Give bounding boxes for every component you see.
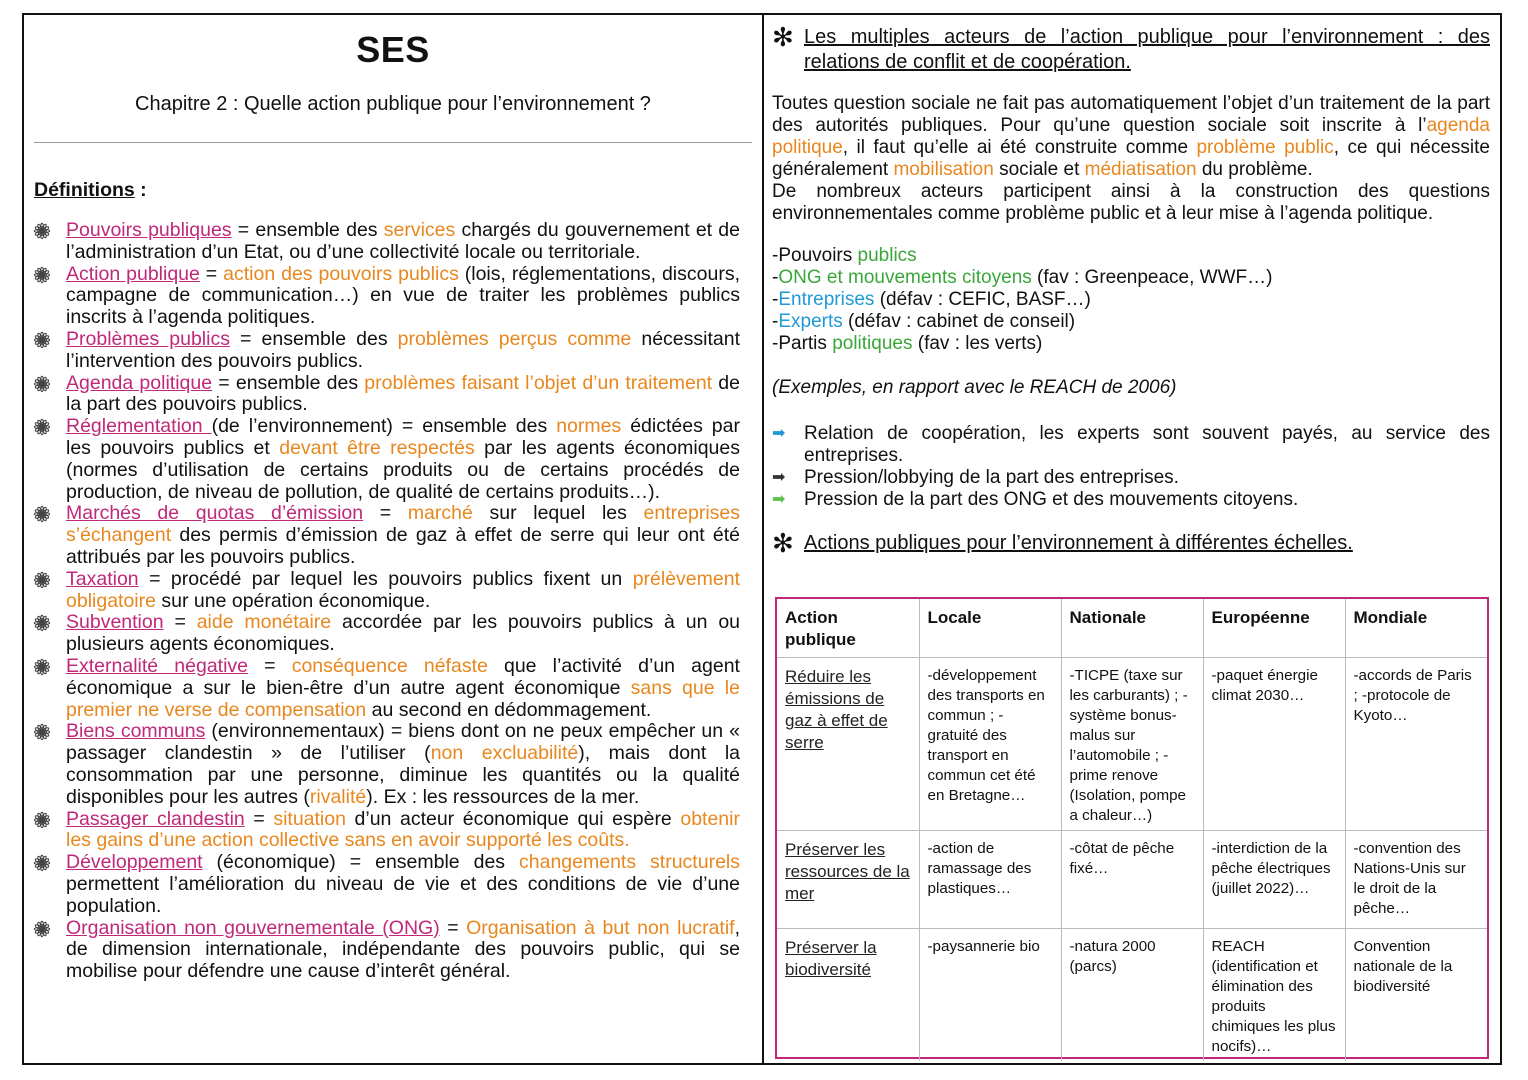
definition-item xyxy=(66,721,740,808)
body-text: (défav : CEFIC, BASF…) xyxy=(874,289,1091,310)
highlight-text: entreprises s’échangent xyxy=(66,502,740,547)
section-heading-scales xyxy=(772,528,1490,558)
highlight-text: problèmes perçus comme xyxy=(397,327,632,350)
highlight-text: devant être respectés xyxy=(279,436,475,459)
body-text: = xyxy=(244,807,274,830)
asterisk-icon: ✻ xyxy=(772,22,794,52)
highlight-text: publics xyxy=(857,245,917,266)
body-text: que l’activité d’un agent économique a sur le bien-être d’un autre agent économique xyxy=(66,654,740,699)
flower-bullet-icon xyxy=(33,505,51,523)
arrow-right-icon: ➡ xyxy=(772,491,786,508)
body-text: -Partis xyxy=(772,333,833,354)
body-text: (lois, réglementations, discours, campagne de communication…) en vue de traiter les problèmes publics inscrits à l’agenda politiques. xyxy=(66,262,740,329)
body-text: permettent l’amélioration du niveau de vie et des conditions de vie d’une population. xyxy=(66,872,740,917)
table-cell: -TICPE (taxe sur les carburants) ; -système bonus-malus sur l’automobile ; -prime renove (Isolation, pompe a chaleur…) xyxy=(1061,658,1203,831)
asterisk-icon: ✻ xyxy=(772,528,794,558)
section-heading-actors xyxy=(772,22,1490,75)
table-header-cell: Européenne xyxy=(1203,599,1345,658)
relation-item xyxy=(772,423,1490,467)
table-cell: -développement des transports en commun ; -gratuité des transport en commun cet été en Bretagne… xyxy=(919,658,1061,831)
definition-item xyxy=(66,656,740,721)
body-text: (fav : Greenpeace, WWF…) xyxy=(1031,267,1273,288)
intro-paragraph xyxy=(772,93,1490,225)
flower-bullet-icon xyxy=(33,331,51,349)
body-text: sur lequel les xyxy=(472,502,644,525)
flower-bullet-icon xyxy=(33,920,51,938)
highlight-text: services xyxy=(383,219,456,241)
table-row xyxy=(777,831,1487,929)
highlight-text: non excluabilité xyxy=(430,742,579,765)
body-text: par les agents économiques (normes d’utilisation de certains produits ou de certains procédés de production, de niveau de pollution, de qualité de certains produits…). xyxy=(66,436,740,503)
body-text: = xyxy=(163,611,197,634)
body-text: d’un acteur économique qui espère xyxy=(345,807,681,830)
highlight-text: prélèvement obligatoire xyxy=(66,567,740,612)
body-text: de la part des pouvoirs publics. xyxy=(66,371,740,416)
actor-item xyxy=(772,267,1490,289)
body-text: (économique) = ensemble des xyxy=(202,851,520,874)
highlight-text: conséquence néfaste xyxy=(291,654,488,677)
body-text: accordée par les pouvoirs publics à un ou plusieurs agents économiques. xyxy=(66,611,741,656)
definition-item xyxy=(66,918,740,983)
table-header-cell: Mondiale xyxy=(1345,599,1487,658)
body-text: = ensemble des xyxy=(212,371,365,394)
table-row-heading: Préserver la biodiversité xyxy=(777,929,919,1062)
highlight-text: mobilisation xyxy=(893,159,994,180)
table-row xyxy=(777,658,1487,831)
body-text: = xyxy=(363,502,408,525)
actions-table xyxy=(777,599,1487,1061)
relation-text: Pression/lobbying de la part des entreprises. xyxy=(804,467,1179,488)
definition-item xyxy=(66,612,740,656)
term-text: Agenda politique xyxy=(66,371,213,394)
body-text: sociale et xyxy=(993,159,1085,180)
definitions-heading: Définitions xyxy=(34,179,135,201)
highlight-text: problème public xyxy=(1196,137,1334,158)
table-body xyxy=(777,658,1487,1062)
chapter-subtitle: Chapitre 2 : Quelle action publique pour l’environnement ? xyxy=(135,93,651,115)
table-row-heading: Réduire les émissions de gaz à effet de serre xyxy=(777,658,919,831)
actor-item xyxy=(772,333,1490,355)
definitions-heading-wrap xyxy=(34,179,762,202)
body-text: sur une opération économique. xyxy=(155,589,431,612)
actor-item xyxy=(772,289,1490,311)
highlight-text: politiques xyxy=(832,333,913,354)
term-text: Subvention xyxy=(66,611,164,634)
highlight-text: Organisation à but non lucratif xyxy=(466,916,735,939)
table-cell: -côtat de pêche fixé… xyxy=(1061,831,1203,929)
body-text: = ensemble des xyxy=(229,327,398,350)
table-header-row xyxy=(777,599,1487,658)
term-text: Pouvoirs publiques xyxy=(66,219,232,241)
body-text: (défav : cabinet de conseil) xyxy=(842,311,1076,332)
definition-item xyxy=(66,416,740,503)
table-cell: -accords de Paris ; -protocole de Kyoto… xyxy=(1345,658,1487,831)
body-text: - xyxy=(772,267,779,288)
definition-item xyxy=(66,569,740,613)
term-text: Organisation non gouvernementale (ONG) xyxy=(66,916,440,939)
relation-item xyxy=(772,489,1490,511)
body-text: = ensemble des xyxy=(231,219,384,241)
table-header-cell: Nationale xyxy=(1061,599,1203,658)
body-text: = procédé par lequel les pouvoirs publics fixent un xyxy=(138,567,633,590)
term-text: Action publique xyxy=(66,262,200,285)
definition-item xyxy=(66,852,740,917)
highlight-text: médiatisation xyxy=(1084,159,1197,180)
highlight-text: changements structurels xyxy=(519,851,740,874)
highlight-text: Experts xyxy=(778,311,843,332)
body-text: = xyxy=(439,916,467,939)
body-text: (fav : les verts) xyxy=(912,333,1043,354)
table-row-heading: Préserver les ressources de la mer xyxy=(777,831,919,929)
body-text: - xyxy=(772,311,779,332)
highlight-text: obtenir les gains d’une action collective sans en avoir supporté les coûts. xyxy=(66,807,740,852)
term-text: Externalité négative xyxy=(66,654,249,677)
term-text: Biens communs xyxy=(66,720,206,743)
highlight-text: situation xyxy=(273,807,346,830)
highlight-text: ONG et mouvements citoyens xyxy=(778,267,1032,288)
body-text: = xyxy=(199,262,224,285)
body-text: édictées par les pouvoirs publics et xyxy=(66,415,740,459)
flower-bullet-icon xyxy=(33,614,51,632)
table-cell: -action de ramassage des plastiques… xyxy=(919,831,1061,929)
flower-bullet-icon xyxy=(33,266,51,284)
relation-text: Pression de la part des ONG et des mouvements citoyens. xyxy=(804,489,1299,510)
definition-item xyxy=(66,329,740,373)
table-cell: -paysannerie bio xyxy=(919,929,1061,1062)
body-text: (environnementaux) = biens dont on ne peux empêcher un « passager clandestin » de l’utiliser ( xyxy=(66,720,740,765)
flower-bullet-icon xyxy=(33,723,51,741)
body-text: Toutes question sociale ne fait pas automatiquement l’objet d’un traitement de la part des autorités publiques. Pour qu’une question sociale soit inscrite à l’ xyxy=(772,93,1490,136)
arrow-right-icon: ➡ xyxy=(772,425,786,442)
highlight-text: sans que le premier ne verse de compensation xyxy=(66,676,740,721)
actor-item xyxy=(772,311,1490,333)
highlight-text: problèmes faisant l’objet d’un traitement xyxy=(364,371,713,394)
body-text: -Pouvoirs xyxy=(772,245,858,266)
body-text: au second en dédommagement. xyxy=(366,698,652,721)
body-text: , ce qui nécessite généralement xyxy=(772,137,1490,180)
definition-item xyxy=(66,264,740,329)
highlight-text: action des pouvoirs publics xyxy=(223,262,459,285)
flower-bullet-icon xyxy=(33,418,51,436)
highlight-text: aide monétaire xyxy=(196,611,332,634)
body-text: De nombreux acteurs participent ainsi à la construction des questions environnementales comme problème public et à leur mise à l’agenda politique. xyxy=(772,181,1490,224)
table-header-cell: Action publique xyxy=(777,599,919,658)
divider xyxy=(34,142,752,143)
body-text: , il faut qu’elle ai été construite comme xyxy=(842,137,1197,158)
table-cell: Convention nationale de la biodiversité xyxy=(1345,929,1487,1062)
highlight-text: Entreprises xyxy=(778,289,875,310)
table-cell: -natura 2000 (parcs) xyxy=(1061,929,1203,1062)
flower-bullet-icon xyxy=(33,571,51,589)
example-note: (Exemples, en rapport avec le REACH de 2006) xyxy=(772,377,1177,398)
relation-text: Relation de coopération, les experts sont souvent payés, au service des entreprises. xyxy=(804,423,1490,466)
body-text: (de l’environnement) = ensemble des xyxy=(211,415,557,438)
actors-list xyxy=(772,245,1490,355)
definition-item xyxy=(66,373,740,417)
term-text: Développement xyxy=(66,851,203,874)
term-text: Taxation xyxy=(66,567,139,590)
definitions-list xyxy=(24,220,762,983)
arrow-right-icon: ➡ xyxy=(772,469,786,486)
table-cell: REACH (identification et élimination des produits chimiques les plus nocifs)… xyxy=(1203,929,1345,1062)
body-text: - xyxy=(772,289,779,310)
flower-bullet-icon xyxy=(33,658,51,676)
section-heading-actors-text: Les multiples acteurs de l’action publique pour l’environnement : des relations de conflit et de coopération. xyxy=(804,26,1490,73)
term-text: Marchés de quotas d’émission xyxy=(66,502,364,525)
table-row xyxy=(777,929,1487,1062)
flower-bullet-icon xyxy=(33,375,51,393)
flower-bullet-icon xyxy=(33,811,51,829)
body-text: ). Ex : les ressources de la mer. xyxy=(366,785,640,808)
body-text: du problème. xyxy=(1196,159,1313,180)
section-heading-scales-text: Actions publiques pour l’environnement à différentes échelles. xyxy=(804,532,1353,554)
page-title: SES xyxy=(356,29,430,70)
term-text: Passager clandestin xyxy=(66,807,245,830)
flower-bullet-icon xyxy=(33,222,51,240)
relations-list xyxy=(772,423,1490,511)
body-text: des permis d’émission de gaz à effet de serre qui leur ont été attribués par les pouvoirs publics. xyxy=(66,524,740,568)
term-text: Réglementation xyxy=(66,415,212,438)
highlight-text: normes xyxy=(556,415,622,438)
body-text: ), mais dont la consommation par une personne, diminue les quantités ou la qualité disponibles pour les autres ( xyxy=(66,742,740,808)
relation-item xyxy=(772,467,1490,489)
right-panel xyxy=(762,13,1502,1065)
term-text: Problèmes publics xyxy=(66,327,230,350)
highlight-text: rivalité xyxy=(309,785,367,808)
highlight-text: agenda politique xyxy=(772,115,1490,158)
body-text: = xyxy=(248,654,292,677)
table-header-cell: Locale xyxy=(919,599,1061,658)
body-text: , de dimension internationale, indépendante des pouvoirs public, qui se mobilise pour défendre une cause d’interêt général. xyxy=(66,916,740,983)
definition-item xyxy=(66,220,740,264)
definition-item xyxy=(66,503,740,568)
body-text: nécessitant l’intervention des pouvoirs publics. xyxy=(66,327,740,372)
table-cell: -interdiction de la pêche électriques (juillet 2022)… xyxy=(1203,831,1345,929)
actor-item xyxy=(772,245,1490,267)
definitions-heading-colon: : xyxy=(134,179,147,201)
table-cell: -convention des Nations-Unis sur le droit de la pêche… xyxy=(1345,831,1487,929)
flower-bullet-icon xyxy=(33,854,51,872)
body-text: chargés du gouvernement et de l’administration d’un Etat, ou d’une collectivité locale ou territoriale. xyxy=(66,219,740,263)
table-cell: -paquet énergie climat 2030… xyxy=(1203,658,1345,831)
definition-item xyxy=(66,809,740,853)
actions-table-wrap xyxy=(775,597,1489,1059)
highlight-text: marché xyxy=(407,502,473,525)
left-panel xyxy=(22,13,764,1065)
